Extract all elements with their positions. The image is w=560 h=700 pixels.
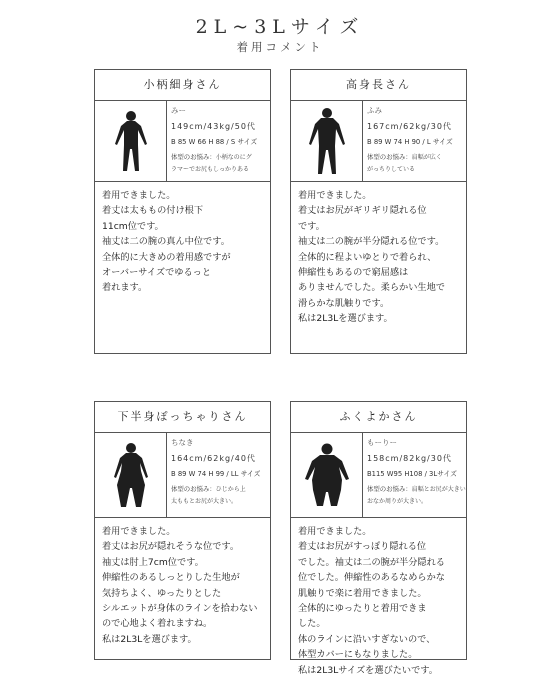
comment-line: 伸縮性もあるので窮屈感は: [298, 267, 409, 279]
reviewer-stats: 164cm/62kg/40代: [171, 454, 256, 463]
review-comment: [291, 518, 466, 678]
body-concern-label: 体型のお悩み：: [171, 153, 216, 161]
comment-line: 私は2L3Lを選びます。: [298, 313, 393, 325]
comment-line: 私は2L3Lを選びます。: [102, 633, 197, 645]
comment-line: 全体的にゆったりと着用できま: [298, 603, 427, 615]
body-concern-line: ラマーでお尻もしっかりある: [171, 166, 250, 173]
body-concern-line: 肩幅とお尻が大きい: [411, 486, 466, 493]
review-comment: [291, 182, 466, 327]
body-silhouette-icon: [291, 433, 363, 517]
comment-line: 着用できました。: [298, 190, 372, 201]
reviewer-stats: 149cm/43kg/50代: [171, 122, 256, 131]
comment-line: 袖丈は二の腕の真ん中位です。: [102, 236, 230, 248]
body-concern-label: 体型のお悩み：: [367, 153, 412, 161]
comment-line: 袖丈は二の腕が半分隠れる位です。: [298, 236, 445, 248]
reviewer-name: みー: [171, 106, 186, 115]
profile-row: [95, 101, 270, 182]
profile-row: [95, 433, 270, 518]
comment-line: でした。袖丈は二の腕が半分隠れる: [298, 556, 445, 568]
comment-line: 着丈はお尻が隠れそうな位です。: [102, 541, 240, 553]
comment-line: オーバーサイズでゆるっと: [102, 267, 212, 279]
comment-line: 11cm位です。: [102, 220, 164, 232]
comment-line: 位でした。伸縮性のあるなめらかな: [298, 572, 445, 584]
reviewer-measurements: B 89 W 74 H 90 / L サイズ: [367, 138, 453, 146]
body-concern-line: がっちりしている: [367, 166, 416, 173]
comment-line: 伸縮性のあるしっとりした生地が: [102, 572, 240, 584]
comment-line: 全体的に程よいゆとりで着られ、: [298, 251, 437, 263]
body-concern-line: 太ももとお尻が大きい。: [171, 498, 238, 505]
comment-line: 着用できました。: [298, 526, 372, 537]
comment-line: 着丈はお尻がすっぽり隠れる位: [298, 541, 427, 553]
reviewer-name: ちなき: [171, 438, 194, 447]
review-card-slim: [94, 69, 271, 354]
review-comment: [95, 182, 270, 296]
body-silhouette-icon: [291, 101, 363, 181]
card-heading: 小柄細身さん: [95, 70, 270, 101]
reviewer-measurements: B115 W95 H108 / 3Lサイズ: [367, 470, 457, 478]
comment-line: 全体的に大きめの着用感ですが: [102, 251, 231, 263]
body-concern-label: 体型のお悩み：: [367, 485, 412, 493]
review-card-tall: [290, 69, 467, 354]
card-heading: 高身長さん: [291, 70, 466, 101]
body-concern: [171, 151, 270, 176]
profile-row: [291, 433, 466, 518]
comment-line: 袖丈は肘上7cm位です。: [102, 556, 204, 568]
profile-info: [167, 101, 270, 181]
profile-info: [363, 433, 466, 517]
reviewer-name: ふみ: [367, 106, 382, 115]
comment-line: 私は2L3Lサイズを選びたいです。: [298, 664, 438, 676]
page-subtitle: 着用コメント: [236, 40, 324, 54]
profile-row: [291, 101, 466, 182]
comment-line: 着用できました。: [102, 190, 176, 201]
body-concern-line: 小柄なのにグ: [215, 154, 252, 161]
comment-line: ので心地よく着れますね。: [102, 618, 213, 630]
profile-info: [363, 101, 466, 181]
comment-line: 気持ちよく、ゆったりとした: [102, 587, 222, 599]
body-silhouette-icon: [95, 433, 167, 517]
comment-line: 滑らかな肌触りです。: [298, 297, 390, 309]
body-concern: [171, 483, 270, 508]
body-concern-line: 肩幅が広く: [411, 154, 442, 161]
reviewer-measurements: B 85 W 66 H 88 / S サイズ: [171, 138, 258, 146]
comment-line: シルエットが身体のラインを拾わない: [102, 603, 258, 615]
card-heading: 下半身ぽっちゃりさん: [95, 402, 270, 433]
page-title: 2L~3Lサイズ: [195, 16, 365, 38]
comment-line: です。: [298, 220, 325, 232]
reviewer-measurements: B 89 W 74 H 99 / LL サイズ: [171, 470, 261, 478]
body-concern: [367, 151, 466, 176]
comment-line: 肌触りで楽に着用できました。: [298, 587, 427, 599]
comment-line: 体型カバーにもなりました。: [298, 649, 418, 661]
comment-line: した。: [298, 618, 326, 630]
comment-line: 着丈は太ももの付け根下: [102, 205, 204, 217]
review-card-pear: [94, 401, 271, 660]
comment-line: 着用できました。: [102, 526, 176, 537]
reviewer-stats: 167cm/62kg/30代: [367, 122, 452, 131]
card-heading: ふくよかさん: [291, 402, 466, 433]
body-concern-line: ひじから上: [215, 486, 246, 493]
body-concern-label: 体型のお悩み：: [171, 485, 216, 493]
body-concern: [367, 483, 466, 508]
review-comment: [95, 518, 270, 647]
profile-info: [167, 433, 270, 517]
body-concern-line: おなか周りが大きい。: [367, 498, 428, 505]
reviewer-stats: 158cm/82kg/30代: [367, 454, 452, 463]
comment-line: 着れます。: [102, 282, 148, 294]
body-silhouette-icon: [95, 101, 167, 181]
reviewer-name: もーりー: [367, 438, 397, 447]
review-card-plump: [290, 401, 467, 676]
comment-line: 体のラインに沿いすぎないので、: [298, 633, 436, 645]
comment-line: ありませんでした。柔らかい生地で: [298, 282, 445, 294]
comment-line: 着丈はお尻がギリギリ隠れる位: [298, 205, 427, 217]
